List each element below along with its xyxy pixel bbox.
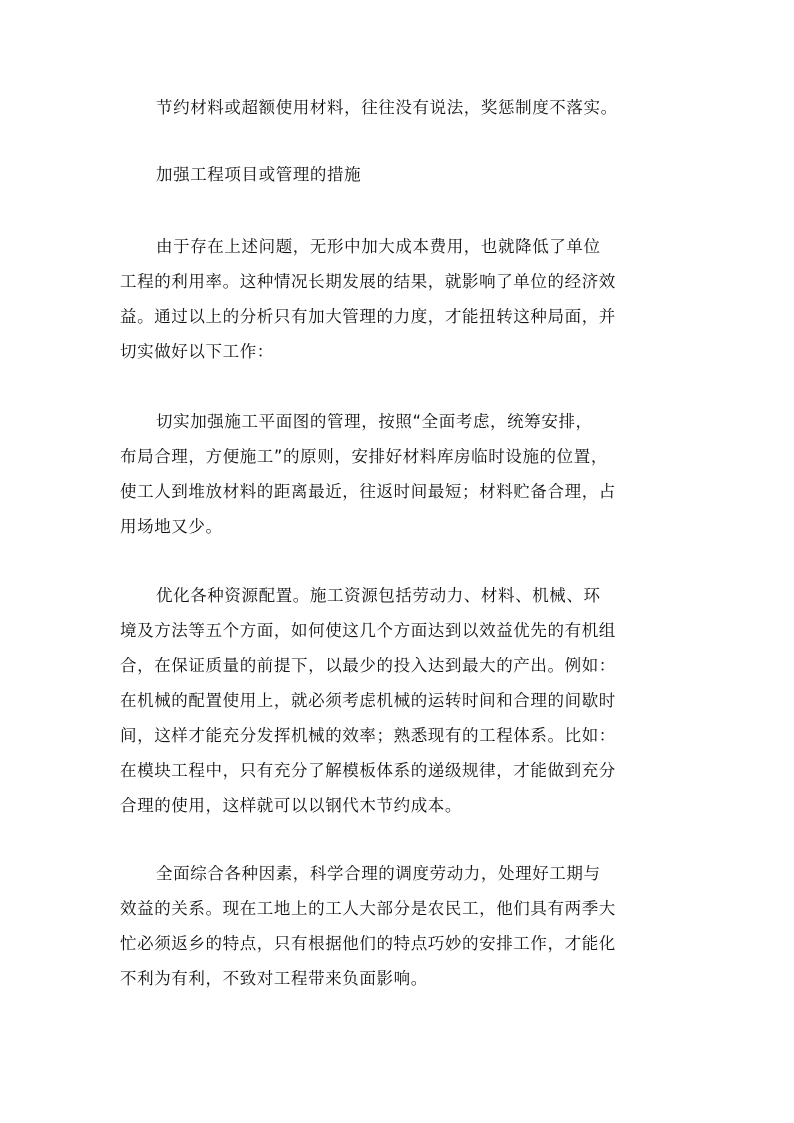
text-line: 加强工程项目或管理的措施 — [156, 165, 362, 184]
paragraph-site-plan — [120, 404, 680, 544]
text-line: 效益的关系。现在工地上的工人大部分是农民工，他们具有两季大 — [120, 899, 616, 918]
text-line: 境及方法等五个方面，如何使这几个方面达到以效益优先的有机组 — [120, 621, 616, 640]
text-line: 益。通过以上的分析只有加大管理的力度，才能扭转这种局面，并 — [120, 307, 616, 326]
text-line: 使工人到堆放材料的距离最近，往返时间最短；材料贮备合理，占 — [120, 482, 616, 501]
text-line: 切实加强施工平面图的管理，按照“全面考虑，统筹安排， — [156, 412, 593, 431]
text-line: 在机械的配置使用上，就必须考虑机械的运转时间和合理的间歇时 — [120, 691, 616, 710]
text-line: 合理的使用，这样就可以以钢代木节约成本。 — [120, 796, 462, 815]
text-line: 优化各种资源配置。施工资源包括劳动力、材料、机械、环 — [156, 586, 601, 605]
text-line: 忙必须返乡的特点，只有根据他们的特点巧妙的安排工作，才能化 — [120, 934, 616, 953]
text-line: 合，在保证质量的前提下，以最少的投入达到最大的产出。例如： — [120, 656, 616, 675]
text-line: 由于存在上述问题，无形中加大成本费用，也就降低了单位 — [156, 237, 601, 256]
text-line: 间，这样才能充分发挥机械的效率；熟悉现有的工程体系。比如： — [120, 726, 616, 745]
paragraph-reward-penalty — [156, 90, 716, 125]
paragraph-resource-allocation — [120, 578, 680, 823]
paragraph-problems — [120, 229, 680, 369]
text-line: 工程的利用率。这种情况长期发展的结果，就影响了单位的经济效 — [120, 272, 616, 291]
text-line: 不利为有利，不致对工程带来负面影响。 — [120, 969, 428, 988]
text-line: 切实做好以下工作： — [120, 342, 274, 361]
text-line: 在模块工程中，只有充分了解模板体系的递级规律，才能做到充分 — [120, 761, 616, 780]
text-line: 节约材料或超额使用材料，往往没有说法，奖惩制度不落实。 — [156, 98, 618, 117]
text-line: 全面综合各种因素，科学合理的调度劳动力，处理好工期与 — [156, 864, 601, 883]
text-line: 布局合理，方便施工”的原则，安排好材料库房临时设施的位置， — [120, 447, 608, 466]
section-heading — [156, 157, 716, 192]
paragraph-labor-scheduling — [120, 856, 680, 996]
text-line: 用场地又少。 — [120, 517, 223, 536]
